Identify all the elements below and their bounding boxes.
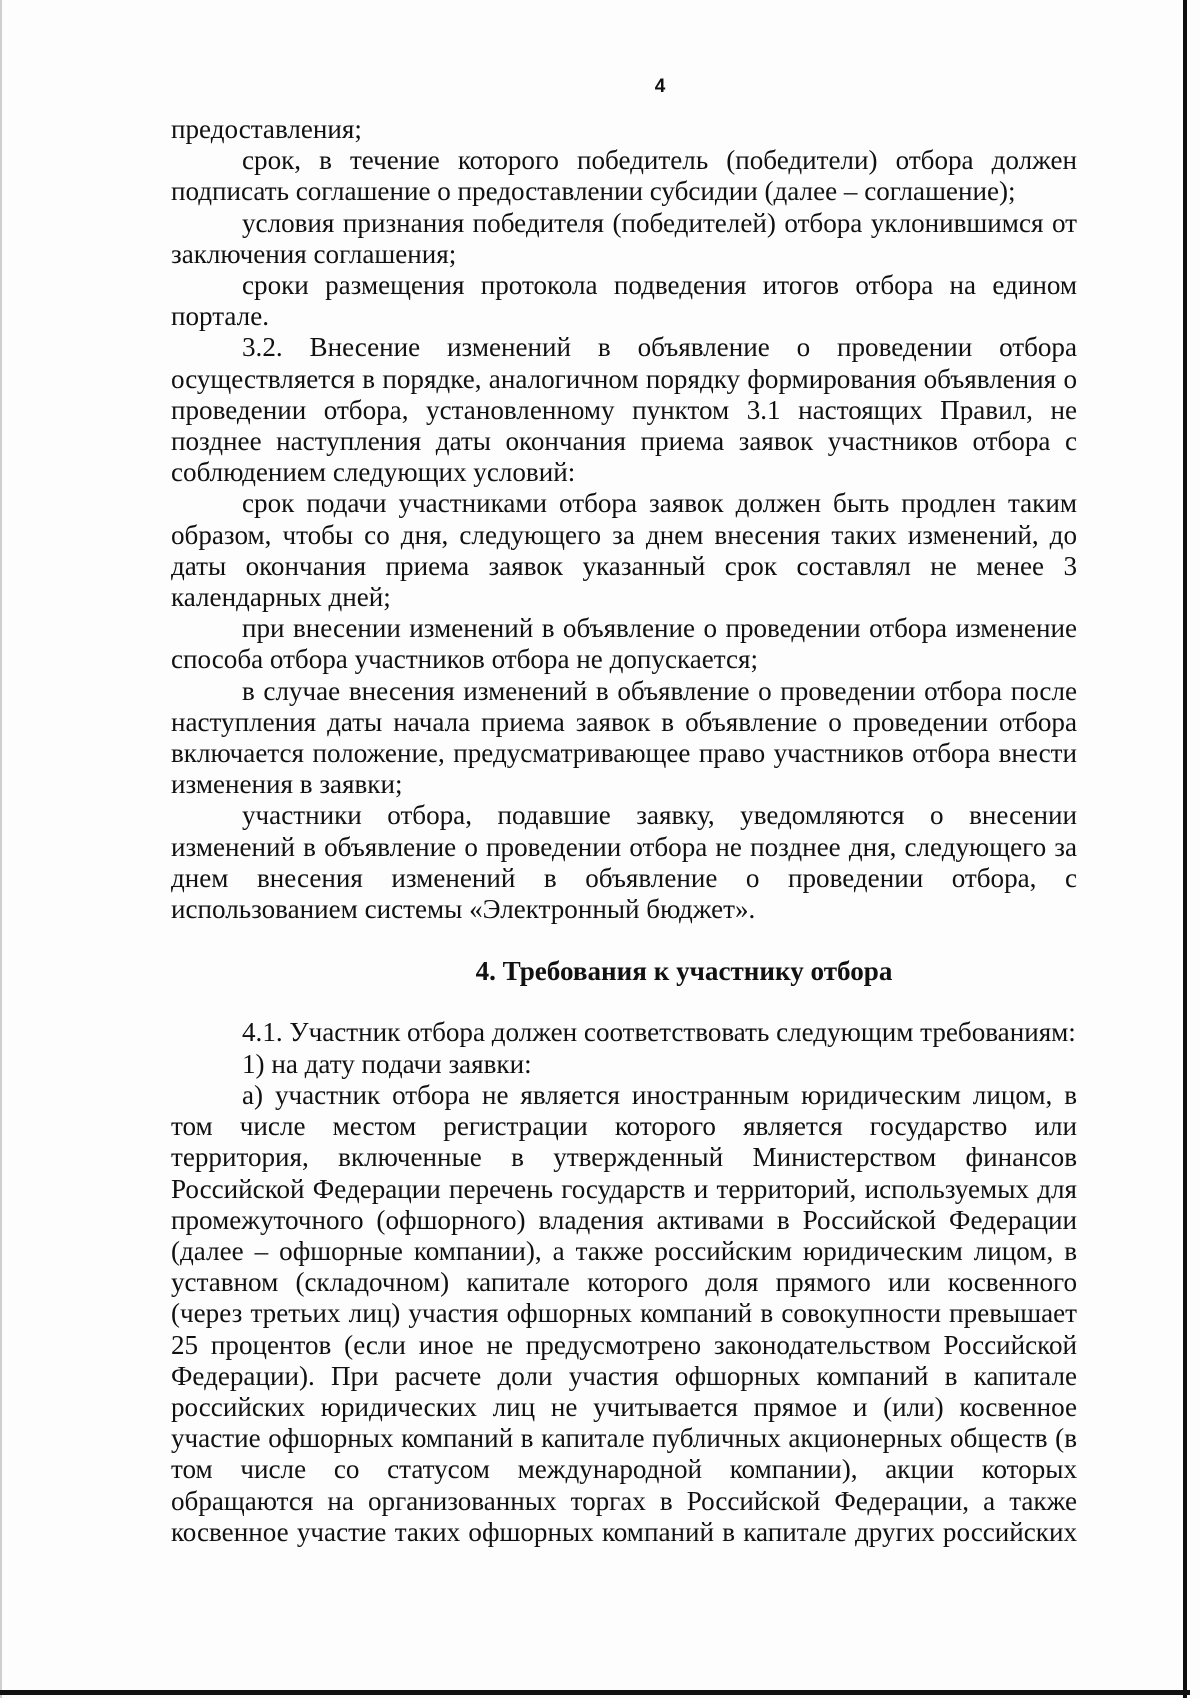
- paragraph: условия признания победителя (победителей) отбора уклонившимся от заключения соглашения;: [171, 207, 1077, 269]
- paragraph: 4.1. Участник отбора должен соответствовать следующим требованиям:: [242, 1017, 1076, 1048]
- scan-right-border: [1183, 0, 1187, 1698]
- paragraph: 3.2. Внесение изменений в объявление о проведении отбора осуществляется в порядке, аналогичном порядку формирования объявления о проведении отбора, установленному пунктом 3.1 настоящих Правил, не позднее наступления даты окончания приема заявок участников отбора с соблюдением следующих условий:: [171, 332, 1077, 488]
- section-heading: 4. Требования к участнику отбора: [475, 956, 893, 987]
- page-number: 4: [654, 76, 666, 97]
- paragraph: срок подачи участниками отбора заявок должен быть продлен таким образом, чтобы со дня, следующего за днем внесения таких изменений, до даты окончания приема заявок указанный срок составлял не менее 3 календарных дней;: [171, 488, 1077, 613]
- paragraph: срок, в течение которого победитель (победители) отбора должен подписать соглашение о предоставлении субсидии (далее – соглашение);: [171, 145, 1077, 207]
- document-body: [171, 114, 1077, 1548]
- paragraph: 1) на дату подачи заявки:: [242, 1048, 532, 1079]
- paragraph: в случае внесения изменений в объявление о проведении отбора после наступления даты начала приема заявок в объявление о проведении отбора включается положение, предусматривающее право участников отбора внести изменения в заявки;: [171, 675, 1077, 800]
- paragraph: а) участник отбора не является иностранным юридическим лицом, в том числе местом регистрации которого является государство или территория, включенные в утвержденный Министерством финансов Российской Федерации перечень государств и территорий, используемых для промежуточного (офшорного) владения активами в Российской Федерации (далее – офшорные компании), а также российским юридическим лицом, в уставном (складочном) капитале которого доля прямого или косвенного (через третьих лиц) участия офшорных компаний в совокупности превышает 25 процентов (если иное не предусмотрено законодательством Российской Федерации). При расчете доли участия офшорных компаний в капитале российских юридических лиц не учитывается прямое и (или) косвенное участие офшорных компаний в капитале публичных акционерных обществ (в том числе со статусом международной компании), акции которых обращаются на организованных торгах в Российской Федерации, а также косвенное участие таких офшорных компаний в капитале других российских: [171, 1079, 1077, 1547]
- paragraph: участники отбора, подавшие заявку, уведомляются о внесении изменений в объявление о проведении отбора не позднее дня, следующего за днем внесения изменений в объявление о проведении отбора, с использованием системы «Электронный бюджет».: [171, 800, 1077, 925]
- scan-left-edge: [0, 0, 2, 1698]
- paragraph: при внесении изменений в объявление о проведении отбора изменение способа отбора участников отбора не допускается;: [171, 613, 1077, 675]
- scan-bottom-border: [0, 1690, 1190, 1695]
- paragraph: предоставления;: [171, 114, 362, 144]
- paragraph: сроки размещения протокола подведения итогов отбора на едином портале.: [171, 270, 1077, 332]
